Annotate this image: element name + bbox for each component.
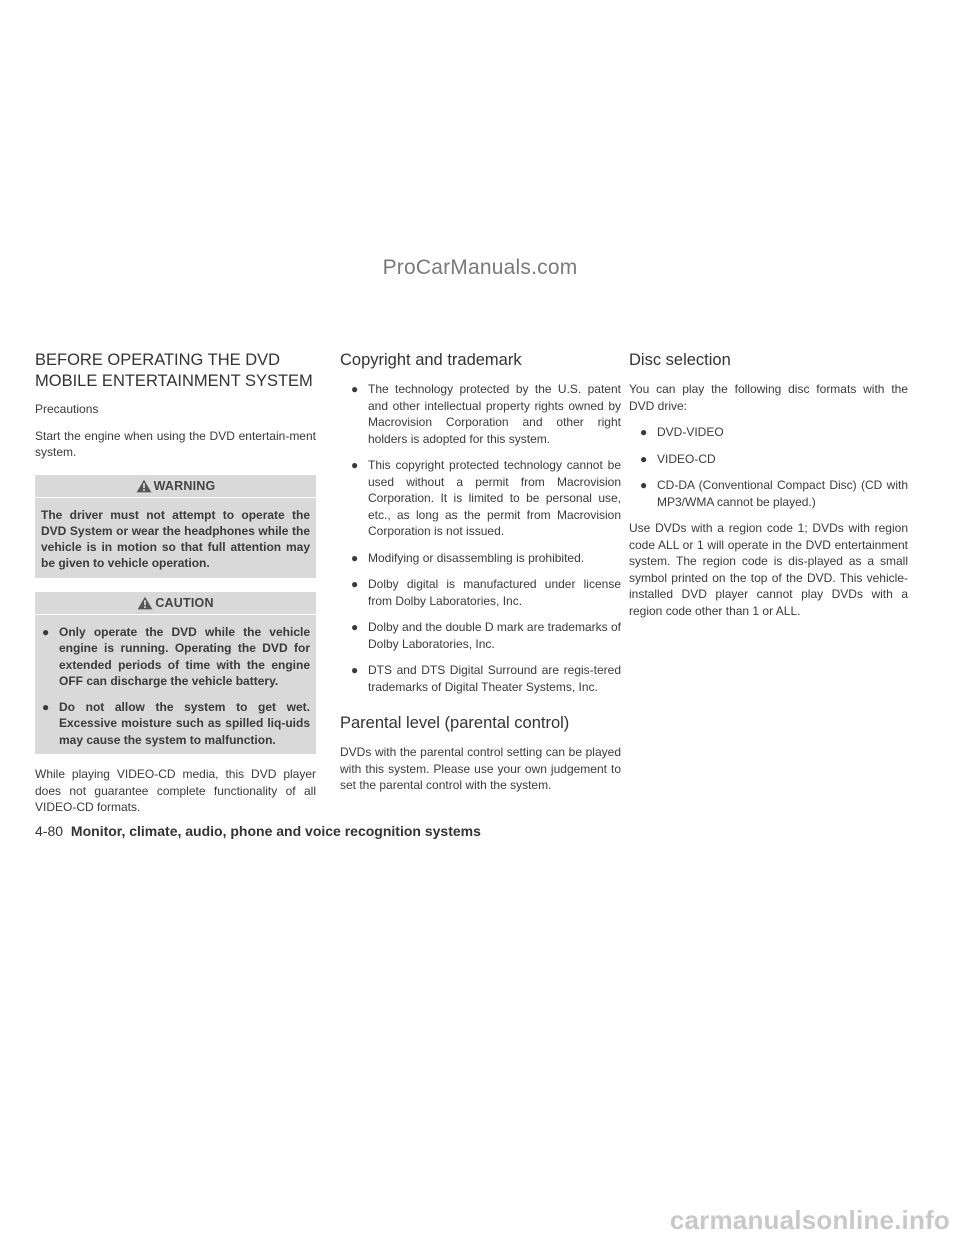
copyright-list	[340, 381, 621, 695]
region-code-text: Use DVDs with a region code 1; DVDs with region code ALL or 1 will operate in the DVD entertainment system. The region code is dis-played as a small symbol printed on the top of the DVD. This vehicle-installed DVD player cannot play DVDs with a region code other than 1 or ALL.	[629, 521, 908, 618]
video-cd-text: While playing VIDEO-CD media, this DVD player does not guarantee complete functionality of all VIDEO-CD formats.	[35, 767, 316, 815]
copyright-item: ● DTS and DTS Digital Surround are regis-tered trademarks of Digital Theater Systems, Inc.	[351, 663, 621, 694]
disc-format-list	[629, 424, 908, 510]
section-title	[35, 350, 316, 392]
precautions-label: Precautions	[35, 402, 99, 416]
copyright-item: ● Dolby digital is manufactured under license from Dolby Laboratories, Inc.	[351, 577, 621, 608]
column-left	[35, 350, 316, 816]
caution-header	[35, 592, 316, 615]
column-right	[629, 350, 908, 619]
section-title-line2: MOBILE ENTERTAINMENT SYSTEM	[35, 372, 313, 390]
copyright-item: ● The technology protected by the U.S. patent and other intellectual property rights owned by Macrovision Corporation and other right holders is adopted for this system.	[351, 382, 621, 446]
warning-label: WARNING	[153, 478, 216, 493]
section-title-line1: BEFORE OPERATING THE DVD	[35, 351, 281, 369]
copyright-item: ● This copyright protected technology cannot be used without a permit from Macrovision Corporation. It is limited to be personal use, etc., as long as the permit from Macrovision Corporation is not issued.	[351, 458, 621, 538]
watermark-top: ProCarManuals.com	[382, 256, 578, 279]
warning-triangle-icon	[136, 479, 152, 493]
page-number: 4-80	[35, 823, 64, 839]
caution-item: ● Do not allow the system to get wet. Excessive moisture such as spilled liq-uids may cause the system to malfunction.	[42, 699, 310, 747]
disc-format-item: ● DVD-VIDEO	[640, 425, 724, 439]
disc-selection-heading: Disc selection	[629, 351, 731, 369]
start-engine-text: Start the engine when using the DVD entertain-ment system.	[35, 428, 316, 459]
copyright-item: ● Dolby and the double D mark are trademarks of Dolby Laboratories, Inc.	[351, 620, 621, 651]
page-footer	[35, 823, 481, 839]
watermark-bottom: carmanualsonline.info	[669, 1205, 950, 1235]
warning-box	[35, 475, 316, 578]
copyright-heading: Copyright and trademark	[340, 351, 522, 369]
warning-header	[35, 475, 316, 498]
caution-box	[35, 592, 316, 755]
caution-label: CAUTION	[155, 595, 214, 610]
parental-text: DVDs with the parental control setting can be played with this system. Please use your own judgement to set the parental control with the system.	[340, 745, 621, 792]
chapter-title: Monitor, climate, audio, phone and voice recognition systems	[70, 823, 481, 839]
caution-item: ● Only operate the DVD while the vehicle engine is running. Operating the DVD for extended periods of time with the engine OFF can discharge the vehicle battery.	[42, 624, 310, 689]
disc-format-item: ● CD-DA (Conventional Compact Disc) (CD with MP3/WMA cannot be played.)	[640, 478, 908, 509]
parental-heading: Parental level (parental control)	[340, 714, 570, 732]
disc-intro-text: You can play the following disc formats with the DVD drive:	[629, 382, 908, 413]
caution-triangle-icon	[137, 596, 153, 610]
disc-format-item: ● VIDEO-CD	[640, 451, 716, 466]
caution-list	[41, 624, 310, 749]
copyright-item: ● Modifying or disassembling is prohibited.	[351, 550, 585, 565]
warning-text: The driver must not attempt to operate the DVD System or wear the headphones while the vehicle is in motion so that full attention may be given to vehicle operation.	[41, 507, 310, 571]
column-middle	[340, 350, 621, 794]
